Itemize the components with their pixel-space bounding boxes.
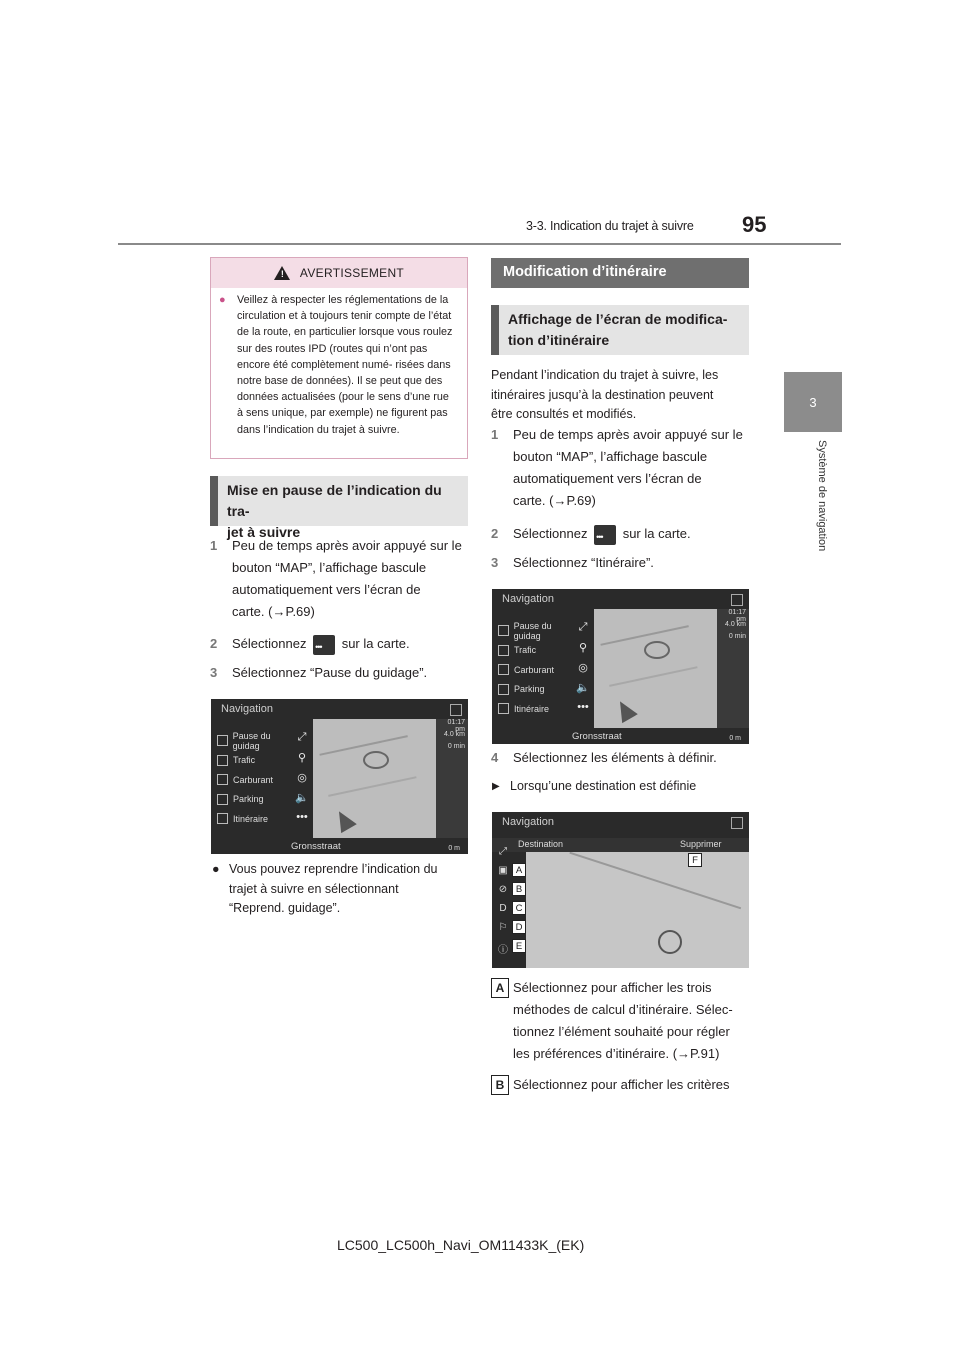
position-circle: [363, 751, 389, 769]
step-text: Sélectionnez: [513, 526, 588, 541]
more-dots-icon: •••: [577, 701, 589, 713]
more-dots-icon: [594, 525, 616, 545]
warning-title: AVERTISSEMENT: [299, 266, 405, 280]
chapter-side-label-text: Système de navigation: [816, 440, 828, 552]
nav-duration: 0 min: [447, 743, 465, 750]
nav-screen-itinerary: [492, 589, 749, 744]
left-step-3: [210, 662, 472, 684]
nav-distance: 4.0 km: [724, 621, 746, 628]
step-text: bouton “MAP”, l’affichage bascule: [232, 560, 427, 575]
expand-icon: ⤢: [297, 730, 307, 743]
nav-menu: [498, 621, 578, 719]
step-number: 1: [491, 427, 499, 442]
traffic-icon: [498, 645, 509, 656]
modify-intro: [491, 366, 753, 425]
nav-duration: 0 min: [728, 633, 746, 640]
volume-icon: 🔈: [576, 681, 590, 694]
traffic-icon: [217, 755, 228, 766]
warning-box: [210, 257, 468, 459]
intro-line: être consultés et modifiés.: [491, 407, 637, 421]
step-text: automatiquement vers l’écran de: [513, 471, 702, 486]
chapter-side-label: [816, 440, 836, 580]
nav-info: [717, 609, 749, 728]
delete-label[interactable]: Supprimer: [680, 839, 722, 849]
nav-tools: [291, 727, 313, 827]
nav-turn-distance: 0 m: [729, 735, 741, 742]
route-icon: [217, 813, 228, 824]
step-text: Sélectionnez les éléments à définir.: [513, 750, 717, 765]
nav-screen-pause: [211, 699, 468, 854]
nav-time: 01:17 pm: [728, 609, 746, 623]
nav-menu-item: Itinéraire: [498, 699, 578, 719]
route-icon: [498, 703, 509, 714]
note-line: Vous pouvez reprendre l’indication du: [229, 862, 438, 876]
intro-line: Pendant l’indication du trajet à suivre, les: [491, 368, 719, 382]
condition-note: [491, 777, 753, 797]
destination-icons: [496, 846, 510, 960]
nav-menu-item: Parking: [217, 790, 297, 810]
left-step-2: [210, 633, 472, 655]
right-step-3: [491, 552, 753, 574]
nav-tools: [572, 617, 594, 717]
compass-icon: ◎: [297, 771, 307, 784]
step-text: Peu de temps après avoir appuyé sur le: [513, 427, 743, 442]
arrow-right-icon: ▶: [492, 781, 500, 792]
pause-icon: ▣: [498, 865, 508, 876]
bullet-dot-icon: ●: [212, 862, 220, 876]
item-label-b: B: [491, 1075, 509, 1095]
nav-menu-item: Trafic: [217, 751, 297, 771]
nav-street: Gronsstraat: [572, 731, 622, 742]
step-text: Peu de temps après avoir appuyé sur le: [232, 538, 462, 553]
nav-map: [594, 609, 718, 728]
item-b: [491, 1074, 753, 1096]
settings-icon: [731, 817, 743, 829]
section-pause-title: [210, 476, 468, 540]
section-modify-subtitle: [491, 305, 749, 355]
side-label-d: D: [499, 903, 507, 914]
step-text: carte. (→P.69): [513, 493, 596, 508]
settings-icon: [731, 594, 743, 606]
destination-label: Destination: [518, 839, 564, 849]
chapter-tab-number: 3: [809, 394, 817, 410]
parking-icon: [498, 684, 509, 695]
intro-line: itinéraires jusqu’à la destination peuvent: [491, 387, 714, 402]
warning-header: [211, 258, 467, 288]
volume-icon: 🔈: [295, 791, 309, 804]
subtitle-line2: tion d’itinéraire: [508, 332, 610, 348]
item-label-a: A: [491, 978, 509, 998]
step-number: 3: [491, 555, 499, 570]
step-number: 2: [210, 636, 218, 651]
expand-icon: ⤢: [499, 846, 507, 857]
nav-menu-item: Carburant: [498, 660, 578, 680]
warning-triangle-icon: !: [274, 266, 290, 280]
nav-menu-item: Itinéraire: [217, 809, 297, 829]
car-arrow-icon: [331, 807, 357, 833]
right-step-2: [491, 523, 753, 545]
item-a: [491, 977, 753, 1065]
nav-street: Gronsstraat: [291, 841, 341, 852]
pin-icon: ⚲: [297, 751, 307, 764]
right-step-4: [491, 747, 753, 769]
item-text: Sélectionnez pour afficher les trois: [513, 980, 712, 995]
cancel-icon: ⊘: [498, 884, 508, 895]
nav-info: [436, 719, 468, 838]
nav-menu-item: Carburant: [217, 770, 297, 790]
footer-model-code: LC500_LC500h_Navi_OM11433K_(EK): [337, 1237, 585, 1253]
nav-distance: 4.0 km: [443, 731, 465, 738]
step-number: 4: [491, 750, 499, 765]
nav-title: Navigation: [221, 703, 273, 715]
step-text: bouton “MAP”, l’affichage bascule: [513, 449, 708, 464]
section-pause-title-line2: jet à suivre: [227, 524, 301, 540]
condition-text: Lorsqu’une destination est définie: [510, 779, 697, 793]
subtitle-line1: Affichage de l’écran de modifica-: [508, 311, 728, 327]
fuel-icon: [217, 774, 228, 785]
item-text: tionnez l’élément souhaité pour régler: [513, 1024, 730, 1039]
more-dots-icon: •••: [296, 811, 308, 823]
more-dots-icon: [313, 635, 335, 655]
chapter-title: 3-3. Indication du trajet à suivre: [526, 219, 694, 233]
page-number: 95: [742, 212, 767, 237]
step-number: 3: [210, 665, 218, 680]
step-number: 1: [210, 538, 218, 553]
header-rule: [118, 243, 841, 245]
settings-icon: [450, 704, 462, 716]
section-pause-title-line1: Mise en pause de l’indication du tra-: [227, 482, 442, 519]
label-d: D: [512, 920, 526, 934]
step-text: automatiquement vers l’écran de: [232, 582, 421, 597]
label-a: A: [512, 863, 526, 877]
step-text: Sélectionnez “Itinéraire”.: [513, 555, 654, 570]
destination-header: [492, 838, 749, 852]
item-text: méthodes de calcul d’itinéraire. Sélec-: [513, 1002, 733, 1017]
chapter-tab: [784, 372, 842, 432]
step-text: carte. (→P.69): [232, 604, 315, 619]
car-arrow-icon: [612, 697, 638, 723]
nav-menu-item: Pause du guidag: [217, 731, 297, 751]
expand-icon: ⤢: [578, 620, 588, 633]
nav-screen-destination: [492, 812, 749, 968]
left-step-1: [210, 535, 472, 623]
left-note: [210, 860, 472, 919]
item-text: les préférences d’itinéraire. (→P.91): [513, 1046, 720, 1061]
pause-icon: [498, 625, 509, 636]
label-b: B: [512, 882, 526, 896]
nav-menu-item: Trafic: [498, 641, 578, 661]
nav-title: Navigation: [502, 816, 554, 828]
step-text: sur la carte.: [622, 526, 691, 541]
step-text: Sélectionnez “Pause du guidage”.: [232, 665, 428, 680]
warning-text: Veillez à respecter les réglementations de la circulation et à toujours tenir compte de l’état de la route, en particulier lorsque vous roulez sur des routes IPD (routes qui n’ont pas encore été complètement numé- risées dans notre base de données). Il se peut que des données actualisées (pour le sens d’une rue à sens unique, par exemple) ne figurent pas dans l’indication du trajet à suivre.: [237, 294, 453, 436]
info-icon: ⓘ: [498, 945, 508, 956]
nav-menu-item: Pause du guidag: [498, 621, 578, 641]
pause-icon: [217, 735, 228, 746]
nav-turn-distance: 0 m: [448, 845, 460, 852]
nav-time: 01:17 pm: [447, 719, 465, 733]
step-text: Sélectionnez: [232, 636, 307, 651]
bullet-circle-icon: ●: [219, 294, 226, 306]
note-line: trajet à suivre en sélectionnant: [229, 881, 399, 896]
position-circle: [658, 930, 682, 954]
parking-icon: [217, 794, 228, 805]
nav-title: Navigation: [502, 593, 554, 605]
nav-menu-item: Parking: [498, 680, 578, 700]
section-modify-title: Modification d’itinéraire: [491, 258, 749, 288]
note-line: “Reprend. guidage”.: [229, 901, 341, 915]
pin-icon: ⚲: [578, 641, 588, 654]
nav-menu: [217, 731, 297, 829]
label-c: C: [512, 901, 526, 915]
compass-icon: ◎: [578, 661, 588, 674]
label-f: F: [688, 853, 702, 867]
nav-map: [526, 838, 749, 968]
item-text: Sélectionnez pour afficher les critères: [513, 1077, 730, 1092]
warning-body: [211, 292, 467, 438]
right-step-1: [491, 424, 753, 512]
flag-icon: ⚐: [498, 922, 508, 933]
nav-map: [313, 719, 437, 838]
fuel-icon: [498, 664, 509, 675]
step-text: sur la carte.: [341, 636, 410, 651]
position-circle: [644, 641, 670, 659]
label-e: E: [512, 939, 526, 953]
step-number: 2: [491, 526, 499, 541]
